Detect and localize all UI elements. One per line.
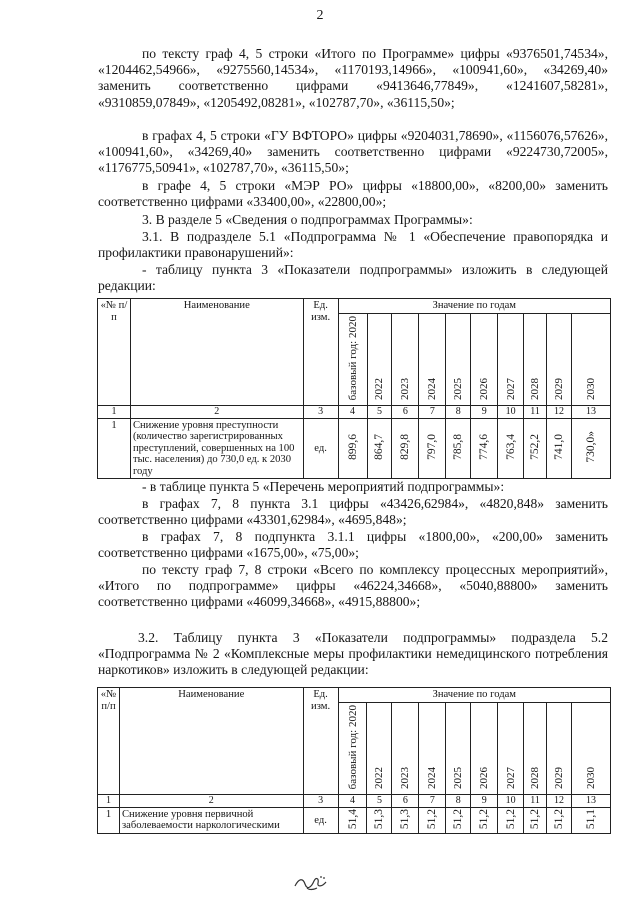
value-cell: 51,2: [446, 807, 471, 833]
col-number: 6: [392, 406, 419, 419]
paragraph: - в таблице пункта 5 «Перечень мероприятий подпрограммы»:: [142, 479, 505, 494]
header-year: 2024: [419, 313, 446, 406]
header-year: базовый год: 2020: [338, 702, 367, 795]
value-cell: 899,6: [338, 418, 367, 479]
col-number: 4: [338, 795, 367, 808]
indicator-name: Снижение уровня преступности (количество зарегистрированных преступлений, совершенных на 100 тыс. населения) до 730,0 ед. к 2030 году: [130, 418, 303, 479]
col-number: 12: [547, 406, 572, 419]
col-number: 10: [498, 406, 524, 419]
indicator-name: Снижение уровня первичной заболеваемости наркологическими: [119, 807, 303, 833]
value-cell: 51,2: [498, 807, 524, 833]
indicators-table-1: [97, 298, 611, 479]
value-cell: 51,2: [471, 807, 498, 833]
value-cell: 51,3: [392, 807, 419, 833]
row-num: 1: [98, 418, 131, 479]
header-year: 2024: [419, 702, 446, 795]
col-number: 4: [338, 406, 367, 419]
value-cell: 741,0: [547, 418, 572, 479]
header-name: Наименование: [130, 299, 303, 406]
header-name: Наименование: [119, 688, 303, 795]
indicator-unit: ед.: [303, 807, 338, 833]
header-year: 2027: [498, 313, 524, 406]
col-number: 3: [303, 406, 338, 419]
col-number: 8: [446, 406, 471, 419]
header-year: 2028: [524, 702, 547, 795]
paragraph: в графах 4, 5 строки «ГУ ВФТОРО» цифры «9204031,78690», «1156076,57626», «100941,60», «34269,40» заменить соответственно цифрами «9224730,72005», «1176775,50941», «102787,70», «36115,50»;: [98, 128, 608, 176]
col-number: 12: [547, 795, 572, 808]
header-values-by-year: Значение по годам: [338, 688, 610, 703]
handwritten-mark-icon: [291, 872, 333, 892]
value-cell: 797,0: [419, 418, 446, 479]
value-cell: 51,3: [367, 807, 392, 833]
col-number: 2: [119, 795, 303, 808]
header-year: 2027: [498, 702, 524, 795]
paragraph: в графе 4, 5 строки «МЭР РО» цифры «18800,00», «8200,00» заменить соответственно цифрами «33400,00», «22800,00»;: [98, 178, 608, 210]
col-number: 13: [571, 795, 610, 808]
paragraph: - таблицу пункта 3 «Показатели подпрограммы» изложить в следующей редакции:: [98, 262, 608, 294]
section-heading: 3. В разделе 5 «Сведения о подпрограммах Программы»:: [142, 212, 473, 227]
value-cell: 51,4: [338, 807, 367, 833]
paragraph: в графах 7, 8 пункта 3.1 цифры «43426,62984», «4820,848» заменить соответственно цифрами «43301,62984», «4695,848»;: [98, 496, 608, 528]
header-year: 2030: [571, 702, 610, 795]
value-cell: 730,0»: [572, 418, 611, 479]
header-num: «№ п/п: [98, 299, 131, 406]
value-cell: 51,2: [547, 807, 572, 833]
header-year: 2026: [471, 702, 498, 795]
col-number: 5: [367, 795, 392, 808]
col-number: 6: [392, 795, 419, 808]
col-number: 10: [498, 795, 524, 808]
header-year: 2025: [446, 313, 471, 406]
value-cell: 829,8: [392, 418, 419, 479]
col-number: 1: [98, 406, 131, 419]
header-year: 2025: [446, 702, 471, 795]
subsection-heading: 3.1. В подразделе 5.1 «Подпрограмма № 1 «Обеспечение правопорядка и профилактики правонарушений»:: [98, 229, 608, 261]
col-number: 11: [524, 795, 547, 808]
header-num: «№ п/п: [98, 688, 120, 795]
col-number: 2: [130, 406, 303, 419]
page-number: 2: [316, 8, 324, 23]
col-number: 9: [471, 795, 498, 808]
col-number: 9: [471, 406, 498, 419]
header-year: базовый год: 2020: [338, 313, 367, 406]
header-unit: Ед. изм.: [303, 688, 338, 795]
value-cell: 864,7: [367, 418, 392, 479]
header-year: 2029: [547, 702, 572, 795]
col-number: 3: [303, 795, 338, 808]
indicator-unit: ед.: [303, 418, 338, 479]
col-number: 5: [367, 406, 392, 419]
value-cell: 51,1: [571, 807, 610, 833]
header-year: 2023: [392, 702, 419, 795]
header-year: 2023: [392, 313, 419, 406]
col-number: 7: [419, 795, 446, 808]
indicators-table-2: [97, 687, 611, 834]
col-number: 1: [98, 795, 120, 808]
value-cell: 785,8: [446, 418, 471, 479]
value-cell: 763,4: [498, 418, 524, 479]
header-unit: Ед. изм.: [303, 299, 338, 406]
paragraph: в графах 7, 8 подпункта 3.1.1 цифры «1800,00», «200,00» заменить соответственно цифрами «1675,00», «75,00»;: [98, 529, 608, 561]
paragraph: по тексту граф 4, 5 строки «Итого по Программе» цифры «9376501,74534», «1204462,54966», «9275560,14534», «1170193,14966», «100941,60», «34269,40» заменить соответственно цифрами «9413646,77849», «1241607,58281», «9310859,07849», «1205492,08281», «102787,70», «36115,50»;: [98, 46, 608, 110]
table-row: [98, 807, 611, 833]
value-cell: 774,6: [471, 418, 498, 479]
col-number: 7: [419, 406, 446, 419]
col-number: 13: [572, 406, 611, 419]
paragraph: 3.2. Таблицу пункта 3 «Показатели подпрограммы» подраздела 5.2 «Подпрограмма № 2 «Комплексные меры профилактики немедицинского потребления наркотиков» изложить в следующей редакции:: [98, 630, 608, 678]
col-number: 11: [524, 406, 547, 419]
col-number: 8: [446, 795, 471, 808]
header-year: 2022: [367, 313, 392, 406]
paragraph: по тексту граф 7, 8 строки «Всего по комплексу процессных мероприятий», «Итого по подпрограмме» цифры «46224,34668», «5040,88800» заменить соответственно цифрами «46099,34668», «4915,88800»;: [98, 562, 608, 610]
value-cell: 51,2: [524, 807, 547, 833]
header-values-by-year: Значение по годам: [338, 299, 610, 314]
row-num: 1: [98, 807, 120, 833]
value-cell: 752,2: [524, 418, 547, 479]
header-year: 2022: [367, 702, 392, 795]
header-year: 2030: [572, 313, 611, 406]
value-cell: 51,2: [419, 807, 446, 833]
header-year: 2028: [524, 313, 547, 406]
header-year: 2029: [547, 313, 572, 406]
table-row: [98, 418, 611, 479]
header-year: 2026: [471, 313, 498, 406]
